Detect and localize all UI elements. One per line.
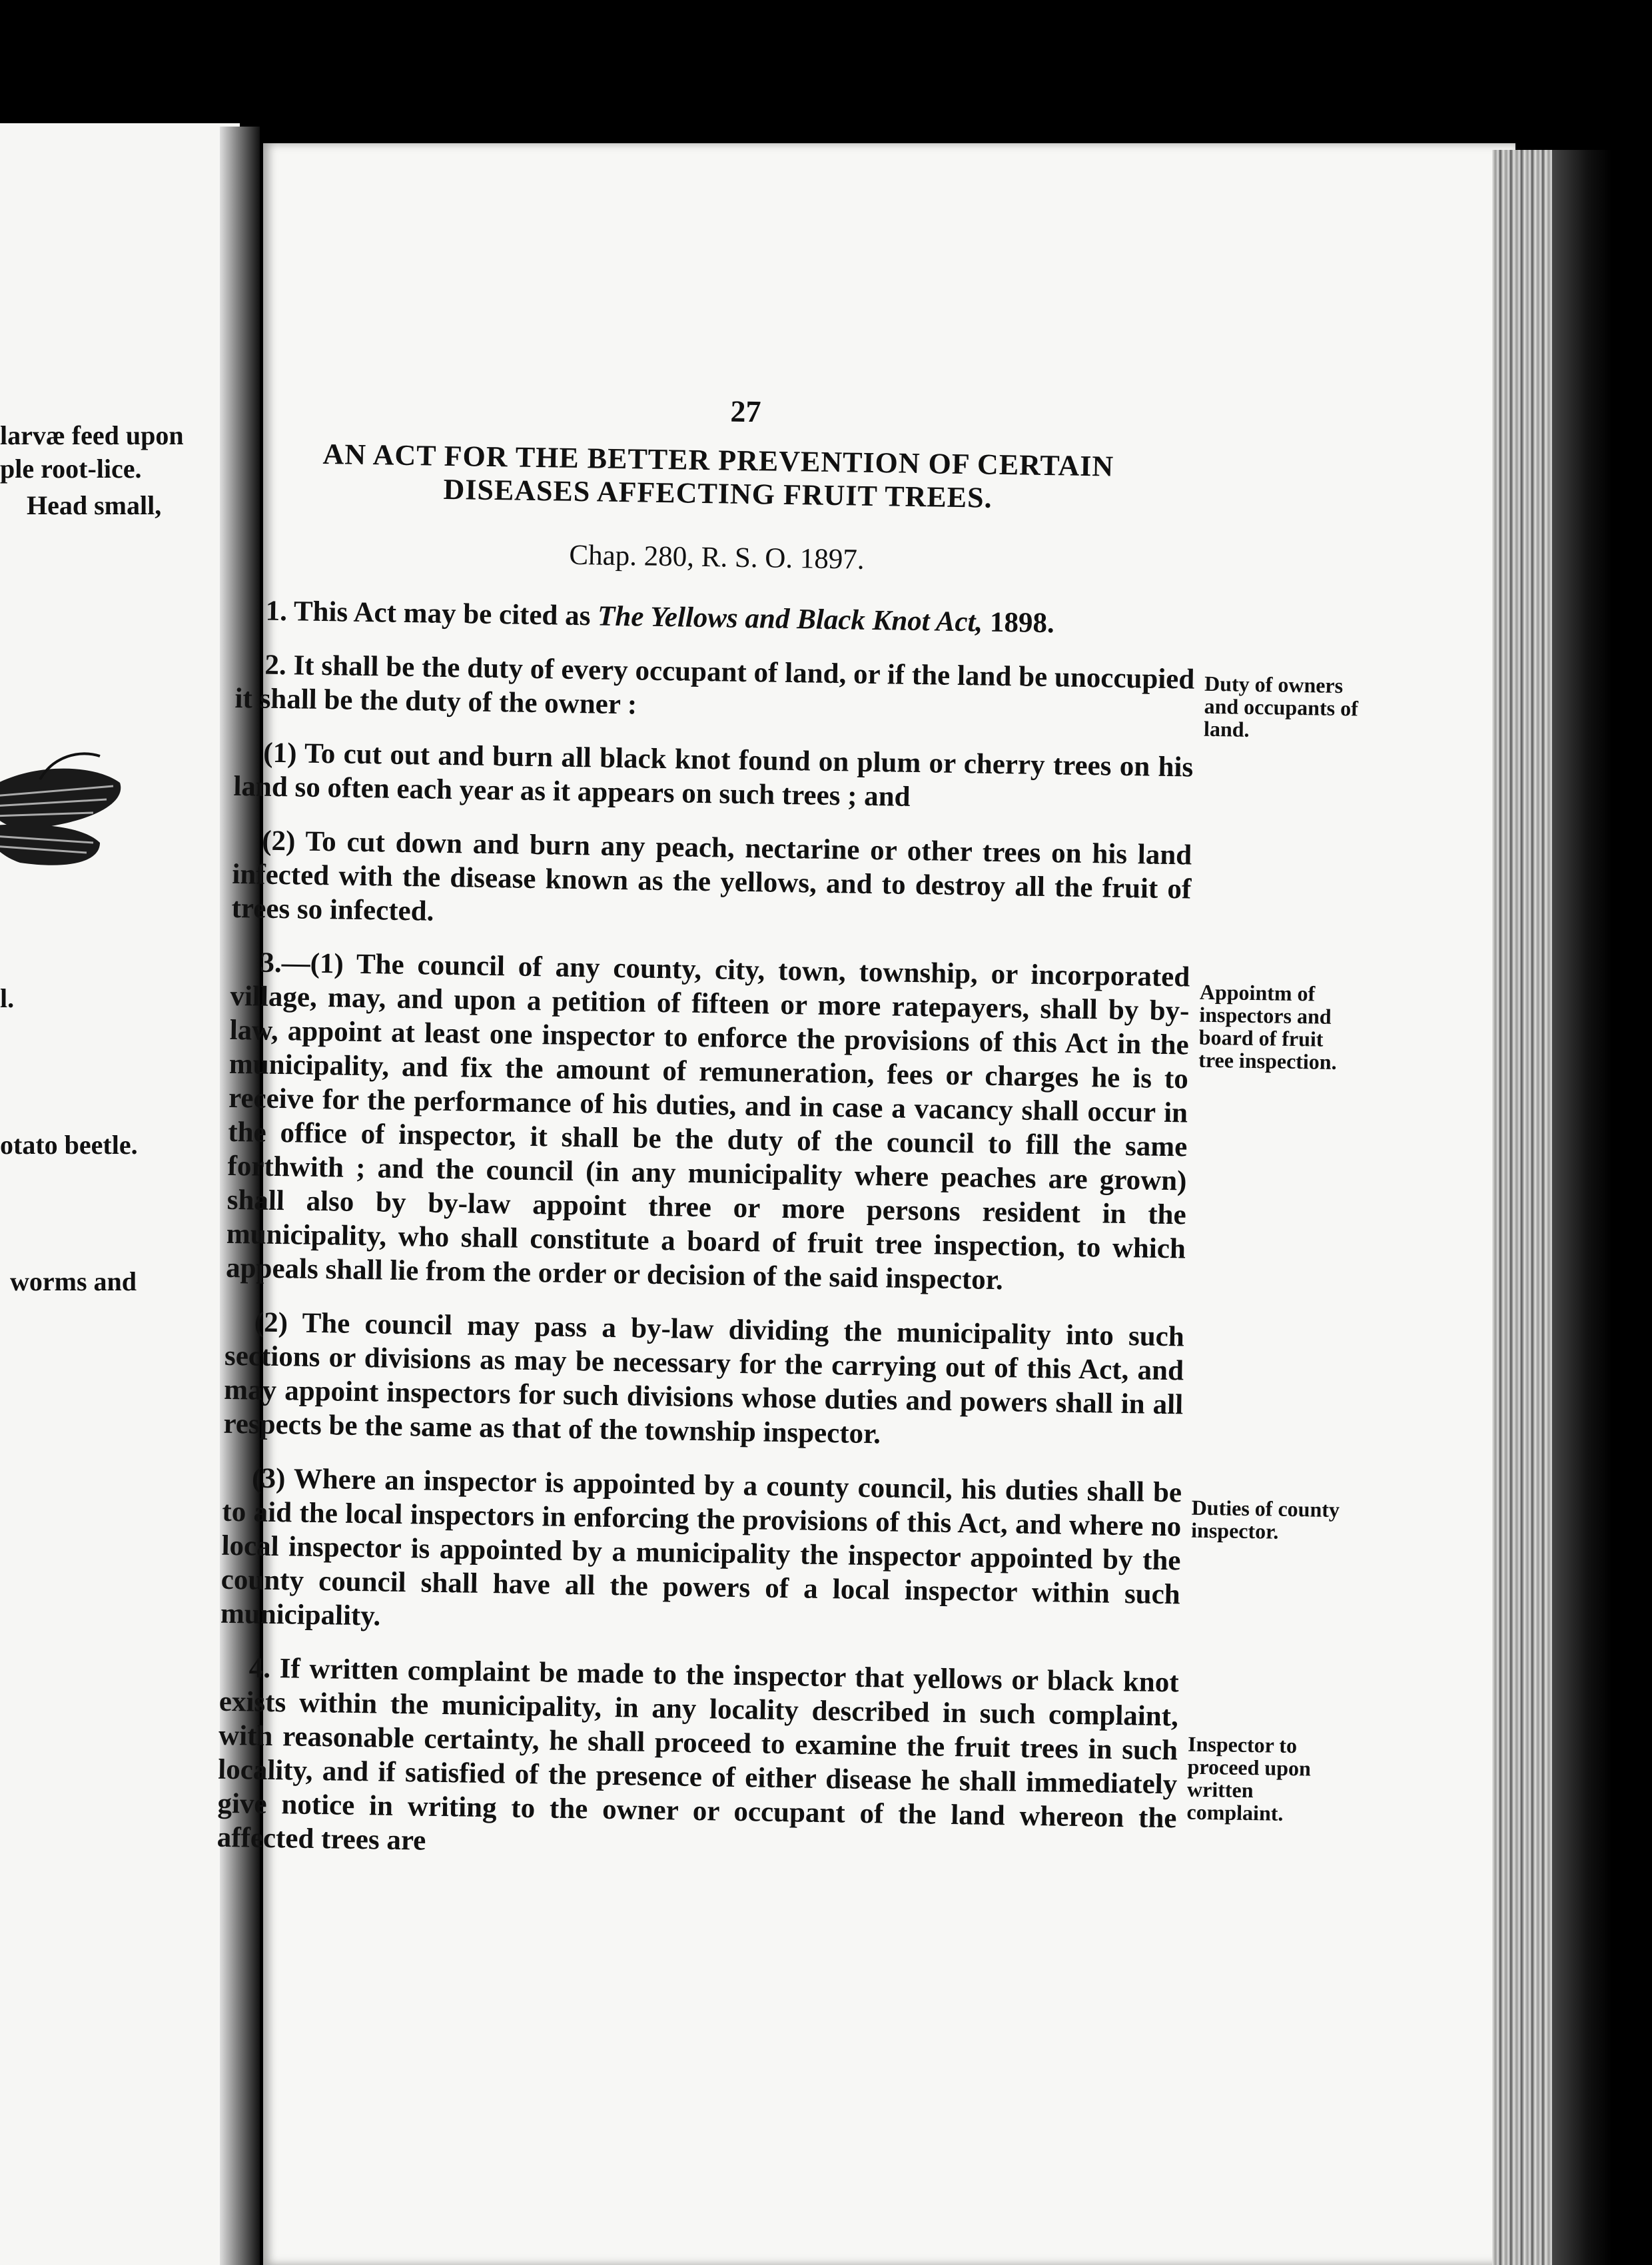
section-2-block	[234, 648, 1359, 741]
section-3-2: (2) The council may pass a by-law dividing the municipality into such sections or divisions as may be necessary for the carrying out of this Act, and may appoint inspectors for such divisions whose duties and powers shall in all respects be the same as that of the township inspector.	[223, 1306, 1185, 1450]
short-title: The Yellows and Black Knot Act,	[597, 600, 983, 638]
section-3-3: (3) Where an inspector is appointed by a county council, his duties shall be to aid the local inspectors in enforcing the provisions of this Act, and where no local inspector is appointed by a municipality the inspector appointed by the county council shall have all the powers of a local inspector within such municipality.	[220, 1462, 1182, 1632]
act-title-line: AN ACT FOR THE BETTER PREVENTION OF CERTAIN	[322, 437, 1114, 483]
section-3-1: 3.—(1) The council of any county, city, town, township, or incorporated village, may, and upon a petition of fifteen or more ratepayers, shall by by-law, appoint at least one inspector to enforce the provisions of this Act in the municipality, and fix the amount of remuneration, fees or charges he is to receive for the performance of his duties, and in case a vacancy shall occur in the office of inspector, it shall be the duty of the council to fill the same forthwith ; and the council (in any municipality where peaches are grown) shall also by by-law appoint three or more persons resident in the municipality, who shall constitute a board of fruit tree inspection, to which appeals shall lie from the order or decision of the said inspector.	[225, 947, 1190, 1296]
section-2-1: (1) To cut out and burn all black knot found on plum or cherry trees on his land so often each year as it appears on such trees ; and	[233, 737, 1194, 813]
left-facing-page	[0, 123, 240, 2265]
section-1-text: 1. This Act may be cited as	[265, 595, 598, 632]
margin-note-county-inspector: Duties of county inspector.	[1190, 1495, 1340, 1544]
section-4: 4. If written complaint be made to the inspector that yellows or black knot exists within the municipality, in any locality described in such complaint, with reasonable certainty, he shall proceed to examine the fruit trees in such locality, and if satisfied of the presence of either disease he shall immediately give notice in writing to the owner or occupant of the land whereon the affected trees are	[216, 1652, 1179, 1857]
margin-note-written-complaint: Inspector to proceed upon written complaint.	[1186, 1731, 1312, 1825]
section-1	[236, 594, 1196, 643]
page-number: 27	[730, 394, 761, 429]
left-page-fragment: l.	[0, 983, 15, 1013]
chapter-reference: Chap. 280, R. S. O. 1897.	[569, 539, 865, 576]
section-3-1-block	[225, 945, 1337, 1300]
margin-note-appointment: Appointm of inspectors and board of fruit tree inspection.	[1198, 979, 1337, 1074]
left-page-fragment: larvæ feed upon	[0, 420, 184, 450]
section-3-3-block	[220, 1461, 1340, 1646]
page-edges-shadow	[1552, 150, 1612, 2265]
left-page-fragment: otato beetle.	[0, 1130, 138, 1160]
section-2-2: (2) To cut down and burn any peach, nectarine or other trees on his land infected with the disease known as the yellows, and to destroy all the fruit of trees so infected.	[231, 825, 1192, 927]
section-4-block	[216, 1651, 1312, 1870]
page-content	[216, 386, 1359, 1889]
section-2: 2. It shall be the duty of every occupant of land, or if the land be unoccupied it shall be the duty of the owner :	[234, 649, 1195, 721]
insect-wing-illustration	[0, 749, 147, 909]
left-page-fragment: worms and	[10, 1266, 137, 1296]
margin-note-duty-of-owners: Duty of owners and occupants of land.	[1203, 671, 1359, 741]
act-title	[238, 436, 1198, 518]
act-title-line: DISEASES AFFECTING FRUIT TREES.	[443, 472, 993, 514]
left-page-fragment: Head small,	[27, 490, 162, 520]
section-1-year: 1898.	[982, 606, 1055, 640]
left-page-fragment: ple root-lice.	[0, 454, 142, 484]
